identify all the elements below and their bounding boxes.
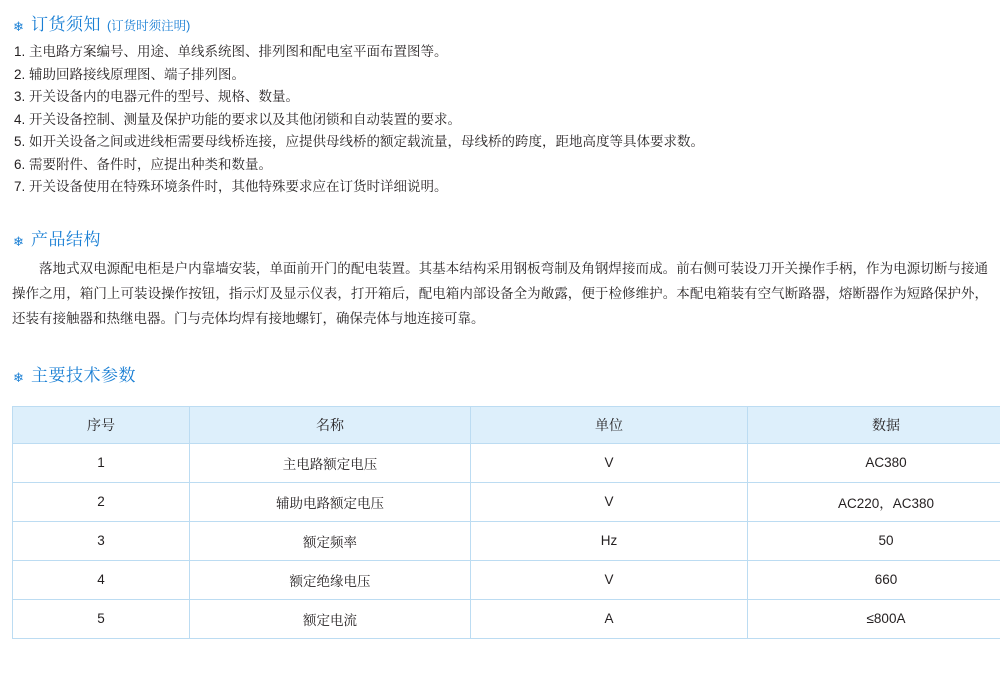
- table-cell-name: 主电路额定电压: [190, 443, 471, 482]
- table-cell-unit: V: [471, 482, 748, 521]
- flower-bullet-icon: ❄: [13, 19, 24, 34]
- table-cell-value: 50: [748, 521, 1000, 560]
- table-cell-index: 2: [13, 482, 190, 521]
- list-item: 5. 如开关设备之间或进线柜需要母线桥连接，应提供母线桥的额定载流量，母线桥的跨度，距地高度等具体要求数。: [14, 134, 705, 149]
- section-title-notice: 订货须知: [31, 15, 101, 34]
- table-cell-index: 3: [13, 521, 190, 560]
- section-title-parameters: 主要技术参数: [31, 365, 136, 385]
- list-item: 1. 主电路方案编号、用途、单线系统图、排列图和配电室平面布置图等。: [14, 44, 448, 59]
- section-header-parameters: [12, 361, 988, 386]
- table-cell-unit: A: [471, 599, 748, 638]
- table-cell-value: ≤800A: [748, 599, 1000, 638]
- table-cell-name: 辅助电路额定电压: [190, 482, 471, 521]
- spacer: [12, 331, 988, 361]
- table-row: [13, 482, 1000, 521]
- list-item: 4. 开关设备控制、测量及保护功能的要求以及其他闭锁和自动装置的要求。: [14, 111, 462, 127]
- section-title-structure: 产品结构: [31, 229, 101, 249]
- list-item: 6. 需要附件、备件时，应提出种类和数量。: [14, 156, 273, 172]
- flower-bullet-icon: ❄: [13, 369, 24, 385]
- table-cell-index: 4: [13, 560, 190, 599]
- list-item: 3. 开关设备内的电器元件的型号、规格、数量。: [14, 89, 300, 104]
- table-row: [13, 521, 1000, 560]
- table-cell-unit: V: [471, 443, 748, 482]
- table-row: [13, 599, 1000, 638]
- table-header: [13, 406, 1000, 443]
- table-cell-index: 5: [13, 599, 190, 638]
- table-cell-unit: V: [471, 560, 748, 599]
- table-header-cell: 数据: [748, 406, 1000, 443]
- table-cell-unit: Hz: [471, 521, 748, 560]
- table-cell-value: AC380: [748, 443, 1000, 482]
- table-cell-index: 1: [13, 443, 190, 482]
- table-cell-name: 额定绝缘电压: [190, 560, 471, 599]
- section-header-structure: [12, 225, 988, 250]
- table-row: [13, 560, 1000, 599]
- list-item: 7. 开关设备使用在特殊环境条件时，其他特殊要求应在订货时详细说明。: [14, 179, 448, 194]
- table-header-row: [13, 406, 1000, 443]
- table-row: [13, 443, 1000, 482]
- section-subtitle-notice: (订货时须注明): [107, 19, 191, 33]
- table-body: [13, 443, 1000, 638]
- table-cell-name: 额定电流: [190, 599, 471, 638]
- notice-list: [12, 41, 988, 199]
- flower-bullet-icon: ❄: [13, 233, 24, 249]
- table-header-cell: 名称: [190, 406, 471, 443]
- spacer: [12, 392, 988, 406]
- table-cell-value: AC220，AC380: [748, 482, 1000, 521]
- spec-table: [12, 406, 1000, 639]
- spacer: [12, 199, 988, 225]
- table-header-cell: 单位: [471, 406, 748, 443]
- table-header-cell: 序号: [13, 406, 190, 443]
- structure-paragraph: 落地式双电源配电柜是户内靠墙安装，单面前开门的配电装置。其基本结构采用钢板弯制及角钢焊接而成。前右侧可装设刀开关操作手柄，作为电源切断与接通操作之用，箱门上可装设操作按钮，指示灯及显示仪表，打开箱后，配电箱内部设备全为敞露，便于检修维护。本配电箱装有空气断路器，熔断器作为短路保护外，还装有接触器和热继电器。门与壳体均焊有接地螺钉，确保壳体与地连接可靠。: [12, 260, 988, 326]
- table-cell-value: 660: [748, 560, 1000, 599]
- list-item: 2. 辅助回路接线原理图、端子排列图。: [14, 66, 246, 82]
- table-cell-name: 额定频率: [190, 521, 471, 560]
- section-header-notice: [12, 10, 988, 35]
